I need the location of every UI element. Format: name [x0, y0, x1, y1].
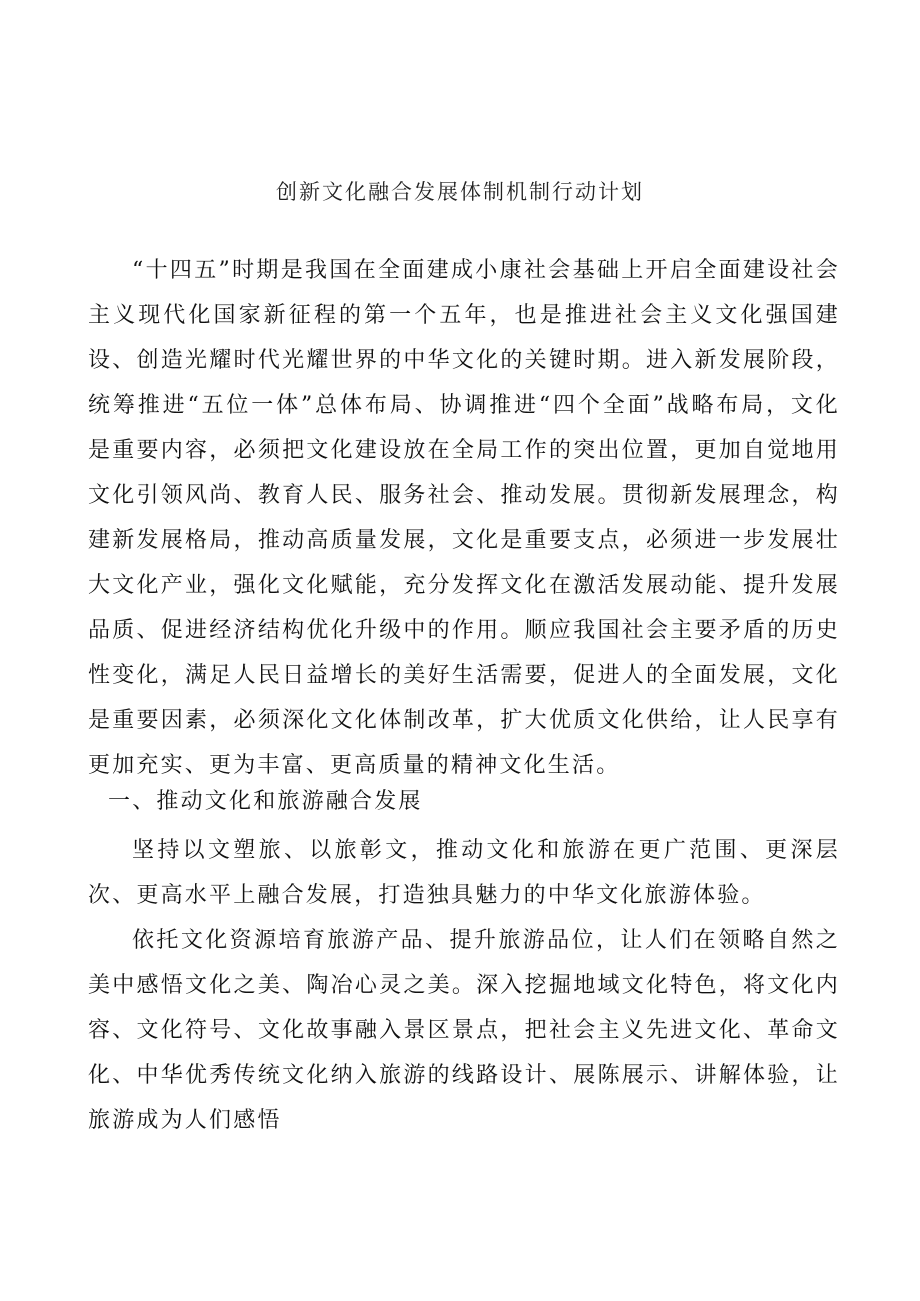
intro-paragraph: “十四五”时期是我国在全面建成小康社会基础上开启全面建设社会主义现代化国家新征程的第一个五年，也是推进社会主义文化强国建设、创造光耀时代光耀世界的中华文化的关键时期。进入新发展阶段，统筹推进“五位一体”总体布局、协调推进“四个全面”战略布局，文化是重要内容，必须把文化建设放在全局工作的突出位置，更加自觉地用文化引领风尚、教育人民、服务社会、推动发展。贯彻新发展理念，构建新发展格局，推动高质量发展，文化是重要支点，必须进一步发展壮大文化产业，强化文化赋能，充分发挥文化在激活发展动能、提升发展品质、促进经济结构优化升级中的作用。顺应我国社会主要矛盾的历史性变化，满足人民日益增长的美好生活需要，促进人的全面发展，文化是重要因素，必须深化文化体制改革，扩大优质文化供给，让人民享有更加充实、更为丰富、更高质量的精神文化生活。 — [88, 258, 840, 778]
document-title: 创新文化融合发展体制机制行动计划 — [276, 180, 644, 204]
document-body — [88, 248, 840, 1143]
section-heading: 一、推动文化和旅游融合发展 — [108, 789, 423, 814]
body-paragraph: 坚持以文塑旅、以旅彰文，推动文化和旅游在更广范围、更深层次、更高水平上融合发展，打造独具魅力的中华文化旅游体验。 — [88, 838, 840, 908]
body-paragraph: 依托文化资源培育旅游产品、提升旅游品位，让人们在领略自然之美中感悟文化之美、陶冶心灵之美。深入挖掘地域文化特色，将文化内容、文化符号、文化故事融入景区景点，把社会主义先进文化、革命文化、中华优秀传统文化纳入旅游的线路设计、展陈展示、讲解体验，让旅游成为人们感悟 — [88, 928, 840, 1133]
